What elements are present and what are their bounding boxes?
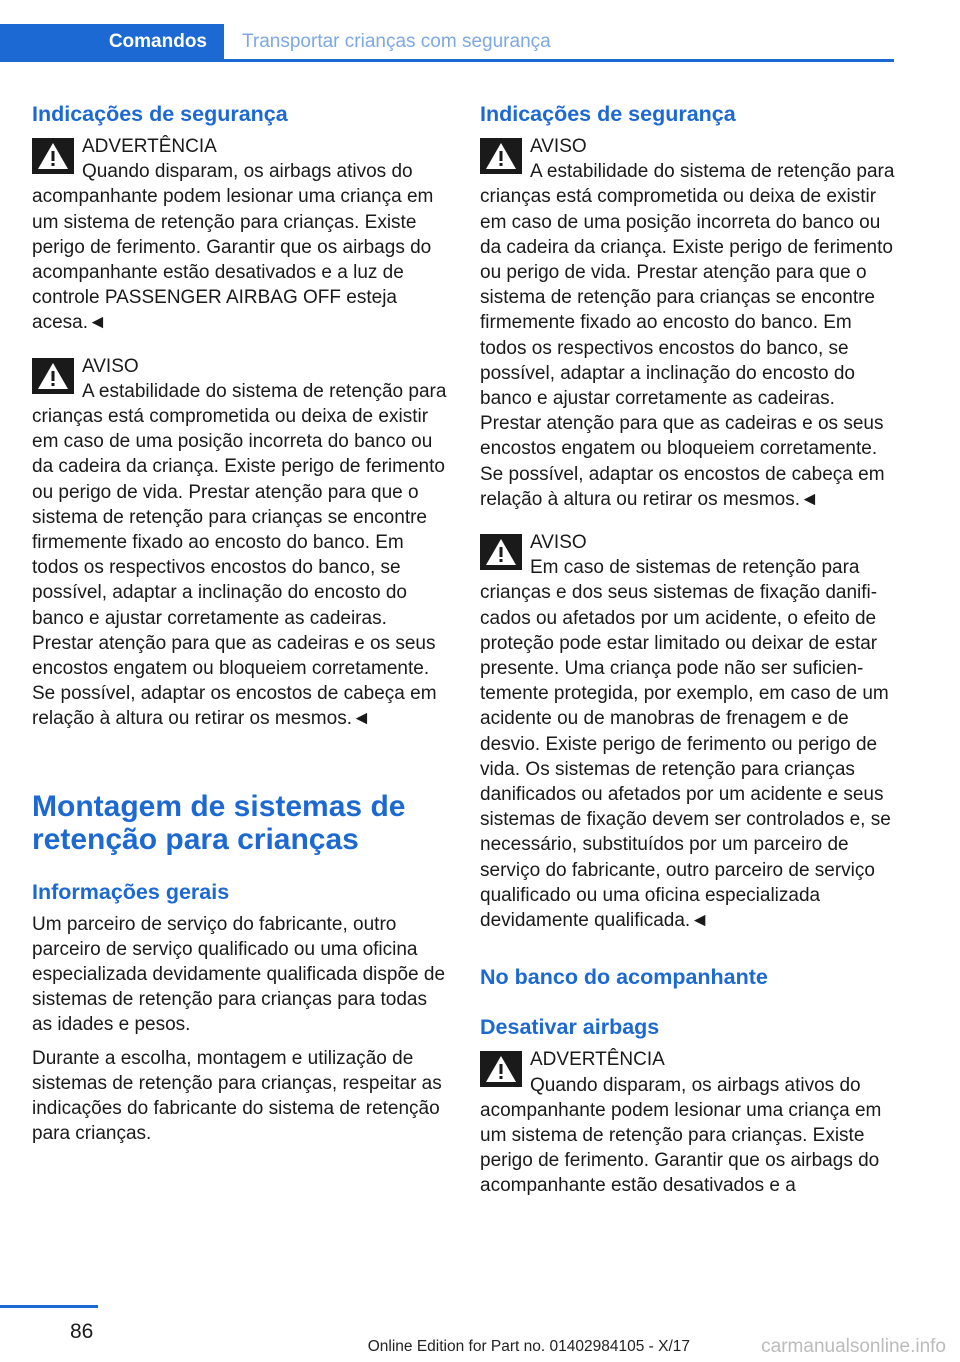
footer-rule bbox=[0, 1305, 98, 1308]
warning-title: AVISO bbox=[82, 355, 139, 377]
topic-tab: Transportar crianças com segurança bbox=[242, 30, 551, 52]
subheading: Informações gerais bbox=[32, 879, 230, 904]
page-header bbox=[0, 24, 894, 62]
warning-triangle-icon bbox=[480, 534, 522, 570]
warning-title: ADVERTÊNCIA bbox=[82, 136, 217, 157]
warning-title: AVISO bbox=[530, 136, 587, 157]
warning-block bbox=[480, 1047, 895, 1198]
warning-block bbox=[480, 134, 895, 512]
left-column bbox=[32, 100, 447, 1155]
right-column bbox=[480, 100, 895, 1217]
warning-text: A estabilidade do sistema de retenção para crianças está comprometida ou deixa de existir em caso de uma posição incorreta do banco ou da cadeira da criança. Existe perigo de ferimento ou perigo de vida. Prestar atenção para que o sistema de retenção para crianças se encontre firmemente fixado ao encosto do banco. Em todos os respectivos encostos do banco, se possível, adaptar a inclinação do encosto do banco e ajustar corretamente as cadeiras. Prestar atenção para que as cadeiras e os seus encostos engatem ou bloqueiem corretamente. Se possível, adaptar os encostos de cabeça em relação à altura ou retirar os mesmos.◄ bbox=[32, 380, 447, 730]
section-title: Montagem de sistemas de retenção para crianças bbox=[32, 789, 406, 856]
warning-triangle-icon bbox=[32, 358, 74, 394]
page-number: 86 bbox=[70, 1320, 94, 1343]
warning-text: A estabilidade do sistema de retenção para crianças está comprometida ou deixa de existir em caso de uma posição incorreta do banco ou da cadeira da criança. Existe perigo de ferimento ou perigo de vida. Prestar atenção para que o sistema de retenção para crianças se encontre firmemente fixado ao encosto do banco. Em todos os respectivos encostos do banco, se possível, adaptar a inclinação do encosto do banco e ajustar corretamente as cadeiras. Prestar atenção para que as cadeiras e os seus encostos engatem ou bloqueiem corretamente. Se possível, adaptar os encostos de cabeça em relação à altura ou retirar os mesmos.◄ bbox=[480, 161, 895, 510]
edition-note: Online Edition for Part no. 01402984105 - X/17 bbox=[367, 1338, 690, 1355]
section-tab: Comandos bbox=[0, 24, 224, 59]
warning-triangle-icon bbox=[32, 138, 74, 174]
warning-block bbox=[32, 134, 447, 336]
warning-title: AVISO bbox=[530, 532, 587, 554]
warning-block bbox=[480, 530, 895, 933]
warning-text: Em caso de sistemas de retenção para crianças e dos seus sistemas de fixação danificados ou afetados por um acidente, o efeito de proteção pode estar limitado ou deixar de estar presente. Uma criança pode não ser suficientemente protegida, por exemplo, em caso de um acidente ou de manobras de frenagem e de desvio. Existe perigo de ferimento ou perigo de vida. Os sistemas de retenção para crianças danificados ou afetados por um acidente e seus sistemas de fixação devem ser controlados e, se necessário, substituídos por um parceiro de serviço do fabricante, outro parceiro de serviço qualificado ou uma oficina especializada devidamente qualificada.◄ bbox=[480, 557, 891, 932]
warning-triangle-icon bbox=[480, 138, 522, 174]
subheading: Desativar airbags bbox=[480, 1015, 660, 1040]
warning-title: ADVERTÊNCIA bbox=[530, 1049, 665, 1071]
section-title: No banco do acompanhante bbox=[480, 965, 768, 990]
warning-block bbox=[32, 354, 447, 732]
safety-heading: Indicações de segurança bbox=[32, 102, 288, 126]
safety-heading: Indicações de segurança bbox=[480, 102, 736, 126]
watermark: carmanualsonline.info bbox=[761, 1336, 946, 1357]
warning-triangle-icon bbox=[480, 1051, 522, 1087]
warning-text: Quando disparam, os airbags ativos do acompanhante podem lesionar uma criança em um sistema de retenção para crianças. Existe perigo de ferimento. Garantir que os airbags do acompanhante estão desativados e a luz de controle PASSENGER AIRBAG OFF esteja acesa.◄ bbox=[32, 161, 434, 334]
paragraph: Durante a escolha, montagem e utilização de sistemas de retenção para crianças, respeitar as indicações do fabricante do sistema de retenção para crianças. bbox=[32, 1047, 442, 1145]
paragraph: Um parceiro de serviço do fabricante, outro parceiro de serviço qualificado ou uma oficina especializada devidamente qualificada dispõe de sistemas de retenção para crianças para todas as idades e pesos. bbox=[32, 913, 446, 1036]
warning-text: Quando disparam, os airbags ativos do acompanhante podem lesionar uma criança em um sistema de retenção para crianças. Existe perigo de ferimento. Garantir que os airbags do acompanhante estão desativados e a bbox=[480, 1074, 882, 1197]
